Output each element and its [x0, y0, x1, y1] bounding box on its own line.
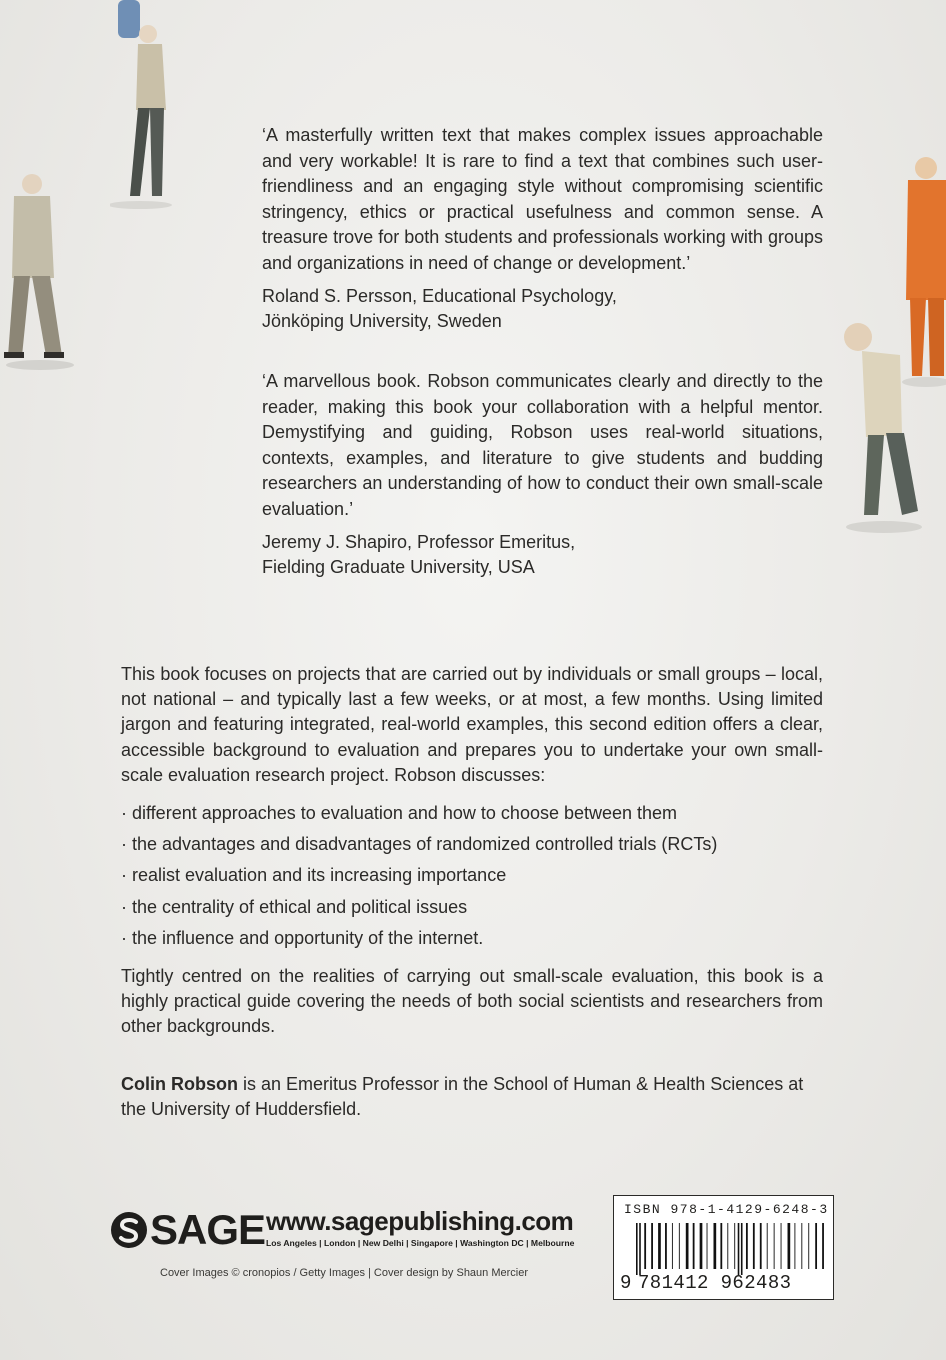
barcode-bar: [679, 1223, 680, 1269]
barcode-bar: [822, 1223, 824, 1269]
barcode-bar: [774, 1223, 775, 1269]
author-name: Colin Robson: [121, 1074, 238, 1094]
quote-text: ‘A marvellous book. Robson communicates clearly and directly to the reader, making this book your collaboration with a helpful mentor. Demystifying and guiding, Robson uses real-world situations, contexts, examples, and literature to give students and budding researchers an understanding of how to conduct their own small-scale evaluation.’: [262, 371, 823, 519]
isbn-label: ISBN 978-1-4129-6248-3: [624, 1202, 829, 1217]
barcode-guard-bar: [639, 1223, 641, 1275]
quote-text: ‘A masterfully written text that makes complex issues approachable and very workable! It is rare to find a text that combines such user-friendliness and an engaging style without compromising scientific stringency, ethics or practical usefulness and common sense. A treasure trove for both students and professionals working with groups and organizations in need of change or development.’: [262, 125, 823, 273]
attribution-line: Jönköping University, Sweden: [262, 311, 502, 332]
figurine-left-man: [0, 160, 75, 375]
attribution-line: Roland S. Persson, Educational Psychology,: [262, 285, 617, 306]
barcode-bar: [788, 1223, 791, 1269]
barcode-bar: [767, 1223, 768, 1269]
barcode-bar: [815, 1223, 817, 1269]
review-quote-2: [262, 369, 823, 581]
attribution-line: Jeremy J. Shapiro, Professor Emeritus,: [262, 531, 576, 552]
barcode-bar: [746, 1223, 748, 1269]
sage-logo-icon: [110, 1211, 148, 1249]
barcode-bar: [644, 1223, 646, 1269]
publisher-cities: Los Angeles | London | New Delhi | Singapore | Washington DC | Melbourne: [266, 1238, 575, 1248]
figurine-top-left: [110, 0, 180, 210]
barcode-bar: [658, 1223, 661, 1269]
topic-item: · the advantages and disadvantages of randomized controlled trials (RCTs): [121, 829, 823, 860]
topic-item: · realist evaluation and its increasing importance: [121, 860, 823, 891]
barcode-bar: [760, 1223, 762, 1269]
barcode-bar: [720, 1223, 722, 1269]
barcode-digits: 781412 962483: [638, 1272, 792, 1294]
barcode-bar: [672, 1223, 673, 1269]
topic-item: · the centrality of ethical and political issues: [121, 892, 823, 923]
quote-attribution: [262, 284, 823, 335]
barcode-bar: [693, 1223, 695, 1269]
sage-logo-text: SAGE: [150, 1206, 266, 1253]
barcode-bar: [713, 1223, 716, 1269]
cover-credits: Cover Images © cronopios / Getty Images | Cover design by Shaun Mercier: [160, 1267, 529, 1279]
barcode-bar: [794, 1223, 795, 1269]
barcode-bar: [808, 1223, 809, 1269]
topic-item: · different approaches to evaluation and how to choose between them: [121, 798, 823, 829]
topic-item: · the influence and opportunity of the internet.: [121, 923, 823, 954]
barcode-guard-bar: [636, 1223, 638, 1275]
quote-attribution: [262, 530, 823, 581]
barcode-bar: [753, 1223, 755, 1269]
barcode-bar: [665, 1223, 667, 1269]
author-bio-text: is an Emeritus Professor in the School of Human & Health Sciences at the University of Huddersfield.: [121, 1074, 804, 1120]
publisher-url: www.sagepublishing.com: [266, 1206, 574, 1236]
attribution-line: Fielding Graduate University, USA: [262, 557, 535, 578]
review-quote-1: [262, 123, 823, 335]
barcode-bar: [727, 1223, 728, 1269]
barcode-bar: [734, 1223, 735, 1269]
figurine-right-walker: [838, 315, 928, 535]
book-description: [121, 662, 823, 1040]
topics-list: [121, 798, 823, 954]
barcode-guard-bar: [738, 1223, 740, 1275]
barcode-guard-bar: [741, 1223, 743, 1275]
sage-logo: [110, 1206, 266, 1253]
author-bio: [121, 1072, 823, 1122]
barcode-bar: [686, 1223, 689, 1269]
barcode-first-digit: 9: [620, 1272, 632, 1294]
barcode-bar: [781, 1223, 782, 1269]
barcode-bar: [707, 1223, 708, 1269]
isbn-barcode: [613, 1195, 834, 1300]
barcode-bar: [801, 1223, 802, 1269]
description-intro: This book focuses on projects that are carried out by individuals or small groups – local, not national – and typically last a few weeks, or at most, a few months. Using limited jargon and featuring integrated, real-world examples, this second edition offers a clear, accessible background to evaluation and prepares you to undertake your own small-scale evaluation research project. Robson discusses:: [121, 664, 823, 785]
barcode-bar: [651, 1223, 653, 1269]
barcode-bars: [636, 1223, 826, 1275]
description-closing: Tightly centred on the realities of carrying out small-scale evaluation, this book is a highly practical guide covering the needs of both social scientists and researchers from other backgrounds.: [121, 966, 823, 1037]
barcode-bar: [700, 1223, 703, 1269]
